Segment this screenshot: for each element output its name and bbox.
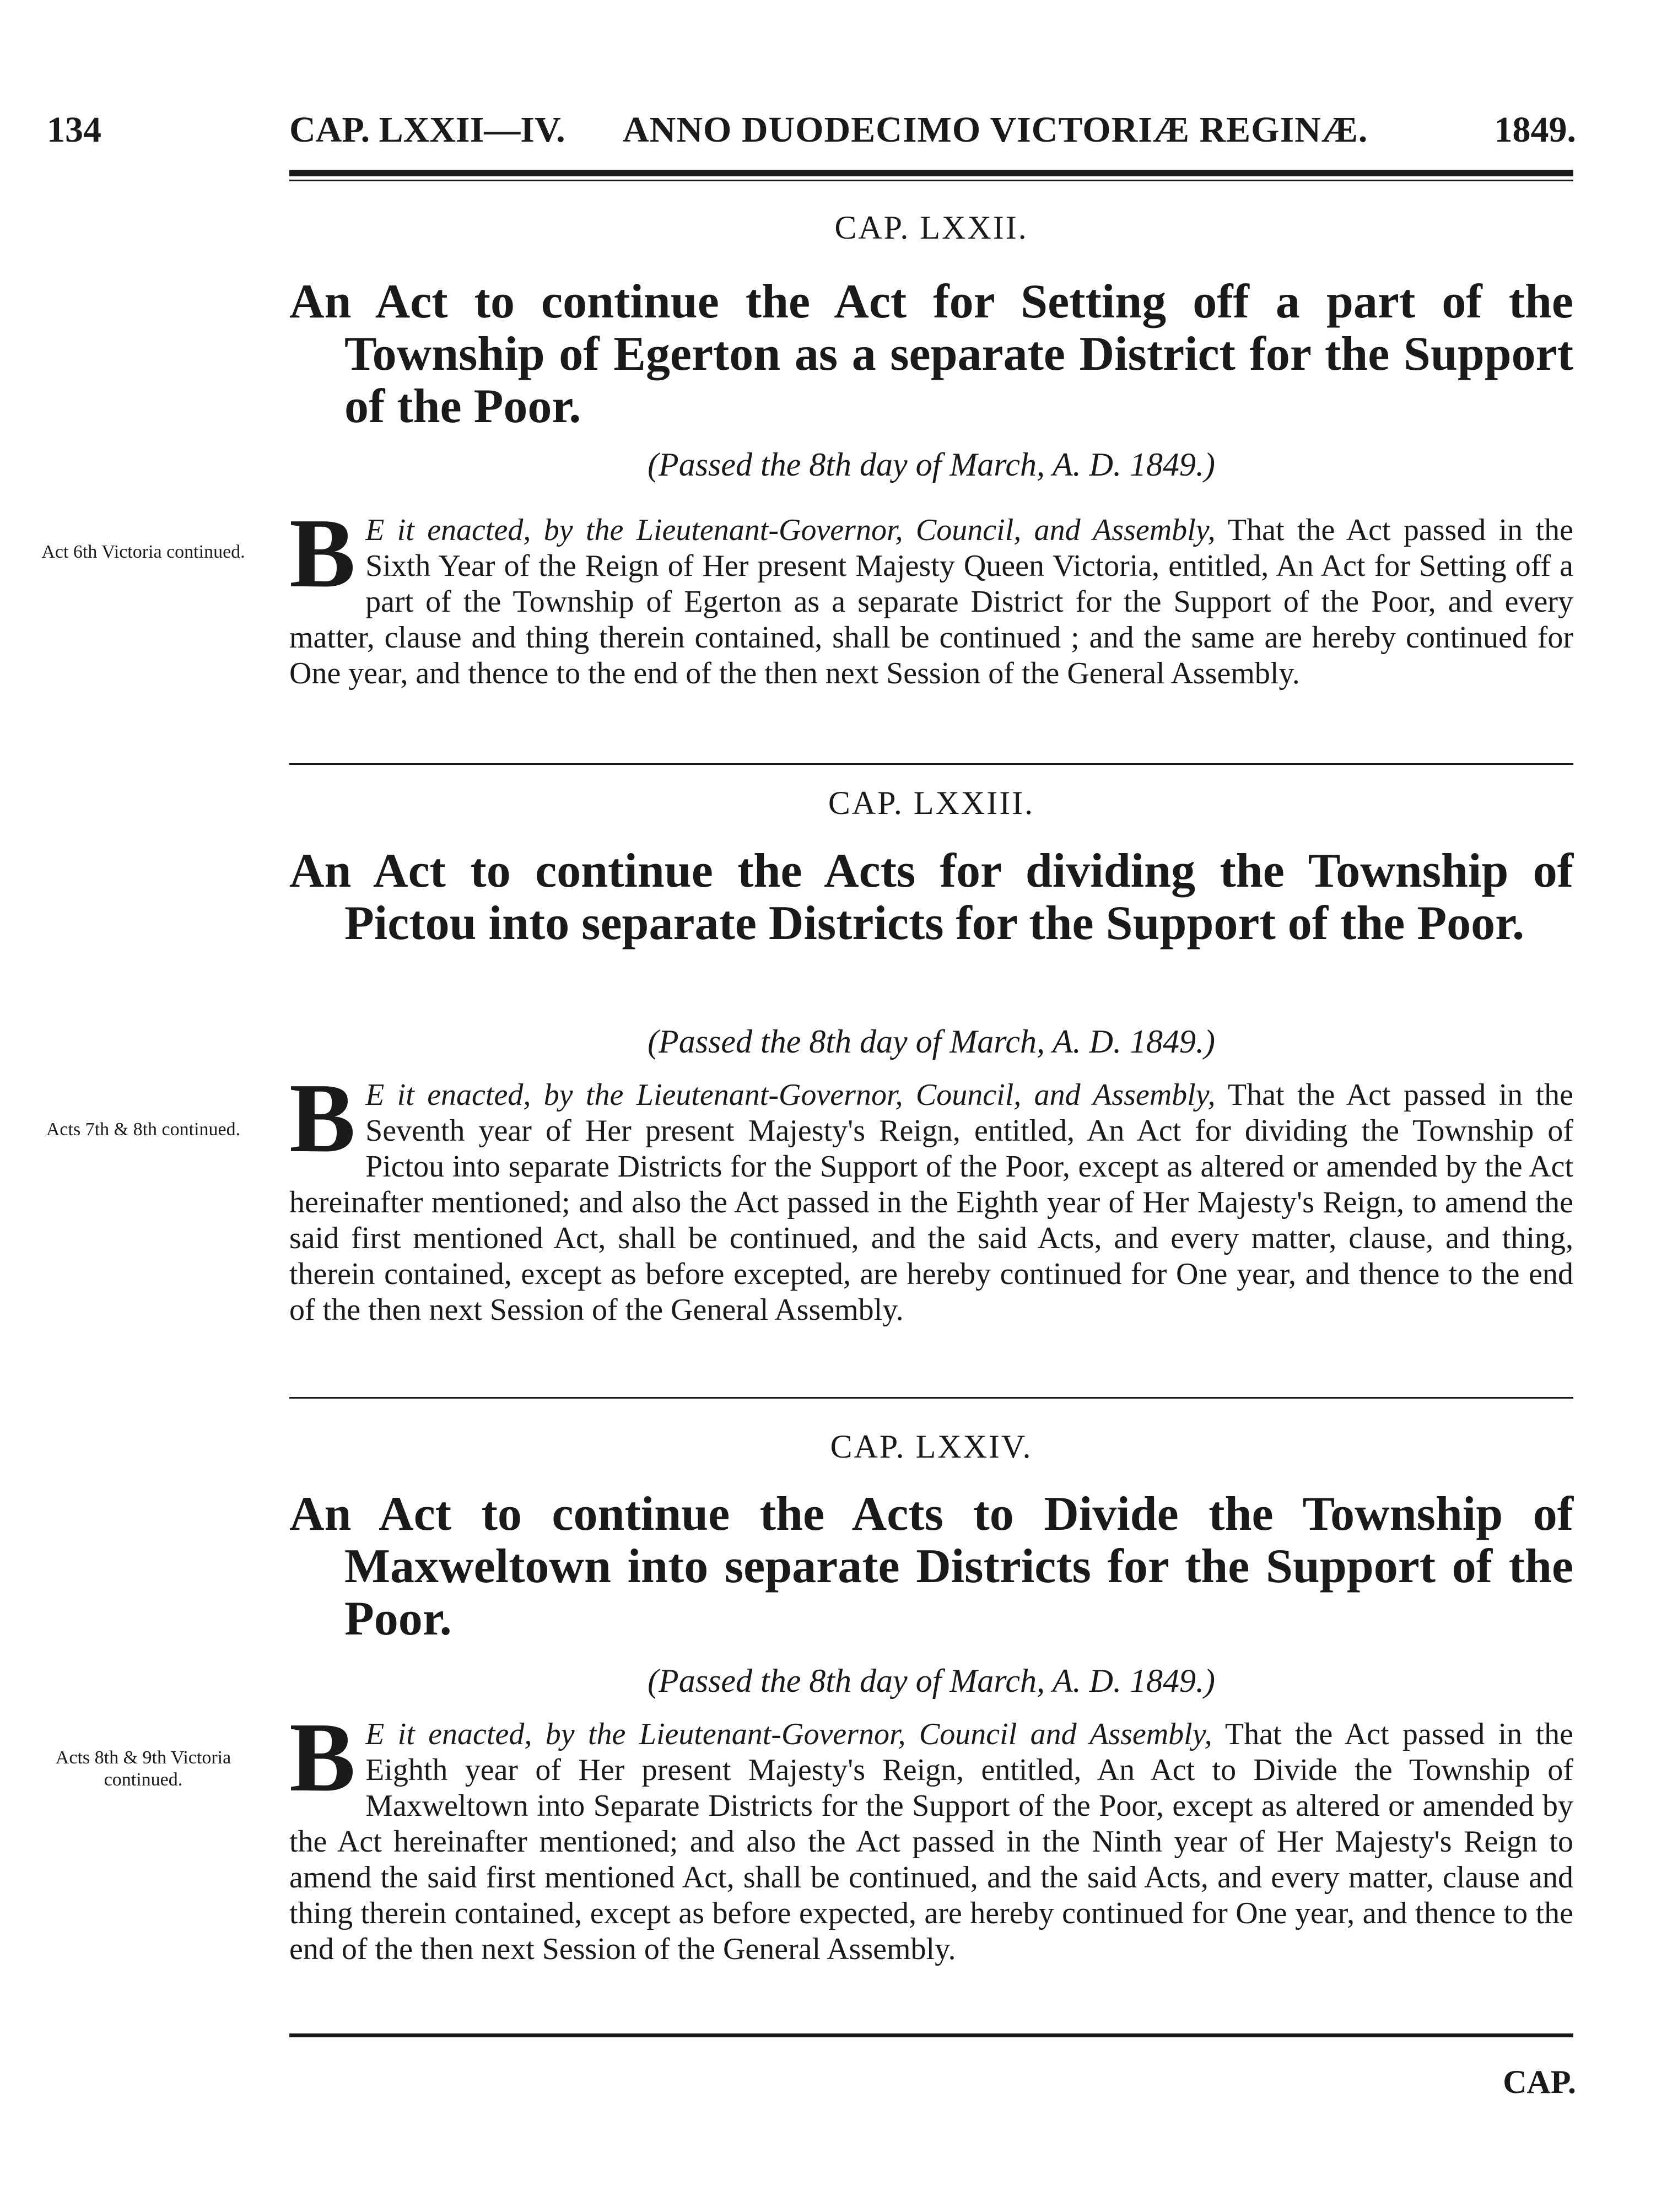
drop-cap: B — [289, 1702, 356, 1812]
act-body — [289, 1063, 1573, 1328]
catchword: CAP. — [1503, 2064, 1576, 2100]
section-divider — [289, 763, 1573, 765]
section-divider — [289, 1397, 1573, 1399]
running-head — [0, 104, 1667, 164]
running-head-title: ANNO DUODECIMO VICTORIÆ REGINÆ. — [623, 110, 1368, 150]
act-title — [289, 1488, 1573, 1645]
running-head-year: 1849. — [1494, 110, 1576, 150]
drop-cap: B — [289, 1063, 356, 1173]
act-body — [289, 498, 1573, 692]
act-title — [289, 276, 1573, 433]
running-head-chapters: CAP. LXXII—IV. — [289, 110, 565, 150]
enacting-clause: E it enacted, by the Lieutenant-Governor, Council and Assembly, — [365, 1717, 1212, 1751]
drop-cap: B — [289, 498, 356, 608]
header-rule-thin — [289, 180, 1573, 181]
act-title-text: An Act to continue the Act for Setting off a part of the Township of Egerton as a separate District for the Support of the Poor. — [289, 275, 1573, 433]
act-cap-number: CAP. LXXII. — [834, 209, 1028, 246]
enacting-clause: E it enacted, by the Lieutenant-Governor, Council, and Assembly, — [365, 513, 1216, 547]
page-number: 134 — [47, 110, 101, 150]
act-body — [289, 1702, 1573, 1967]
margin-note: Acts 8th & 9th Victoria continued. — [55, 1747, 231, 1790]
act-body-text: That the Act passed in the Sixth Year of the Reign of Her present Majesty Queen Victoria, entitled, An Act for Setting off a part of the Township of Egerton as a separate District for the Support of the Poor, and every matter, clause and thing therein contained, shall be continued ; and the same are hereby continued for One year, and thence to the end of the then next Session of the General Assembly. — [289, 513, 1573, 690]
act-title-text: An Act to continue the Acts for dividing the Township of Pictou into separate Districts for the Support of the Poor. — [289, 844, 1573, 950]
enacting-clause: E it enacted, by the Lieutenant-Governor, Council, and Assembly, — [365, 1078, 1216, 1112]
act-body-text: That the Act passed in the Eighth year of Her present Majesty's Reign, entitled, An Act to Divide the Township of Maxweltown into Separate Districts for the Support of the Poor, except as altered or amended by the Act hereinafter mentioned; and also the Act passed in the Ninth year of Her Majesty's Reign to amend the said first mentioned Act, shall be continued, and the said Acts, and every matter, clause and thing therein contained, except as before expected, are hereby continued for One year, and thence to the end of the then next Session of the General Assembly. — [289, 1717, 1573, 1966]
act-body-text: That the Act passed in the Seventh year of Her present Majesty's Reign, entitled, An Act for dividing the Township of Pictou into separate Districts for the Support of the Poor, except as altered or amended by the Act hereinafter mentioned; and also the Act passed in the Eighth year of Her Majesty's Reign, to amend the said first mentioned Act, shall be continued, and the said Acts, and every matter, clause, and thing, therein contained, except as before excepted, are hereby continued for One year, and thence to the end of the then next Session of the General Assembly. — [289, 1078, 1573, 1327]
act-title-text: An Act to continue the Acts to Divide the Township of Maxweltown into separate Districts for the Support of the Poor. — [289, 1487, 1573, 1645]
act-passed-date: (Passed the 8th day of March, A. D. 1849.) — [648, 1023, 1215, 1060]
act-passed-date: (Passed the 8th day of March, A. D. 1849.) — [648, 1663, 1215, 1699]
header-rule — [289, 170, 1573, 176]
footer-rule — [289, 2033, 1573, 2037]
margin-note: Acts 7th & 8th continued. — [46, 1119, 241, 1140]
act-title — [289, 845, 1573, 949]
margin-note: Act 6th Victoria continued. — [41, 542, 245, 562]
act-passed-date: (Passed the 8th day of March, A. D. 1849.) — [648, 446, 1215, 483]
act-cap-number: CAP. LXXIII. — [828, 785, 1035, 821]
act-cap-number: CAP. LXXIV. — [830, 1428, 1033, 1465]
